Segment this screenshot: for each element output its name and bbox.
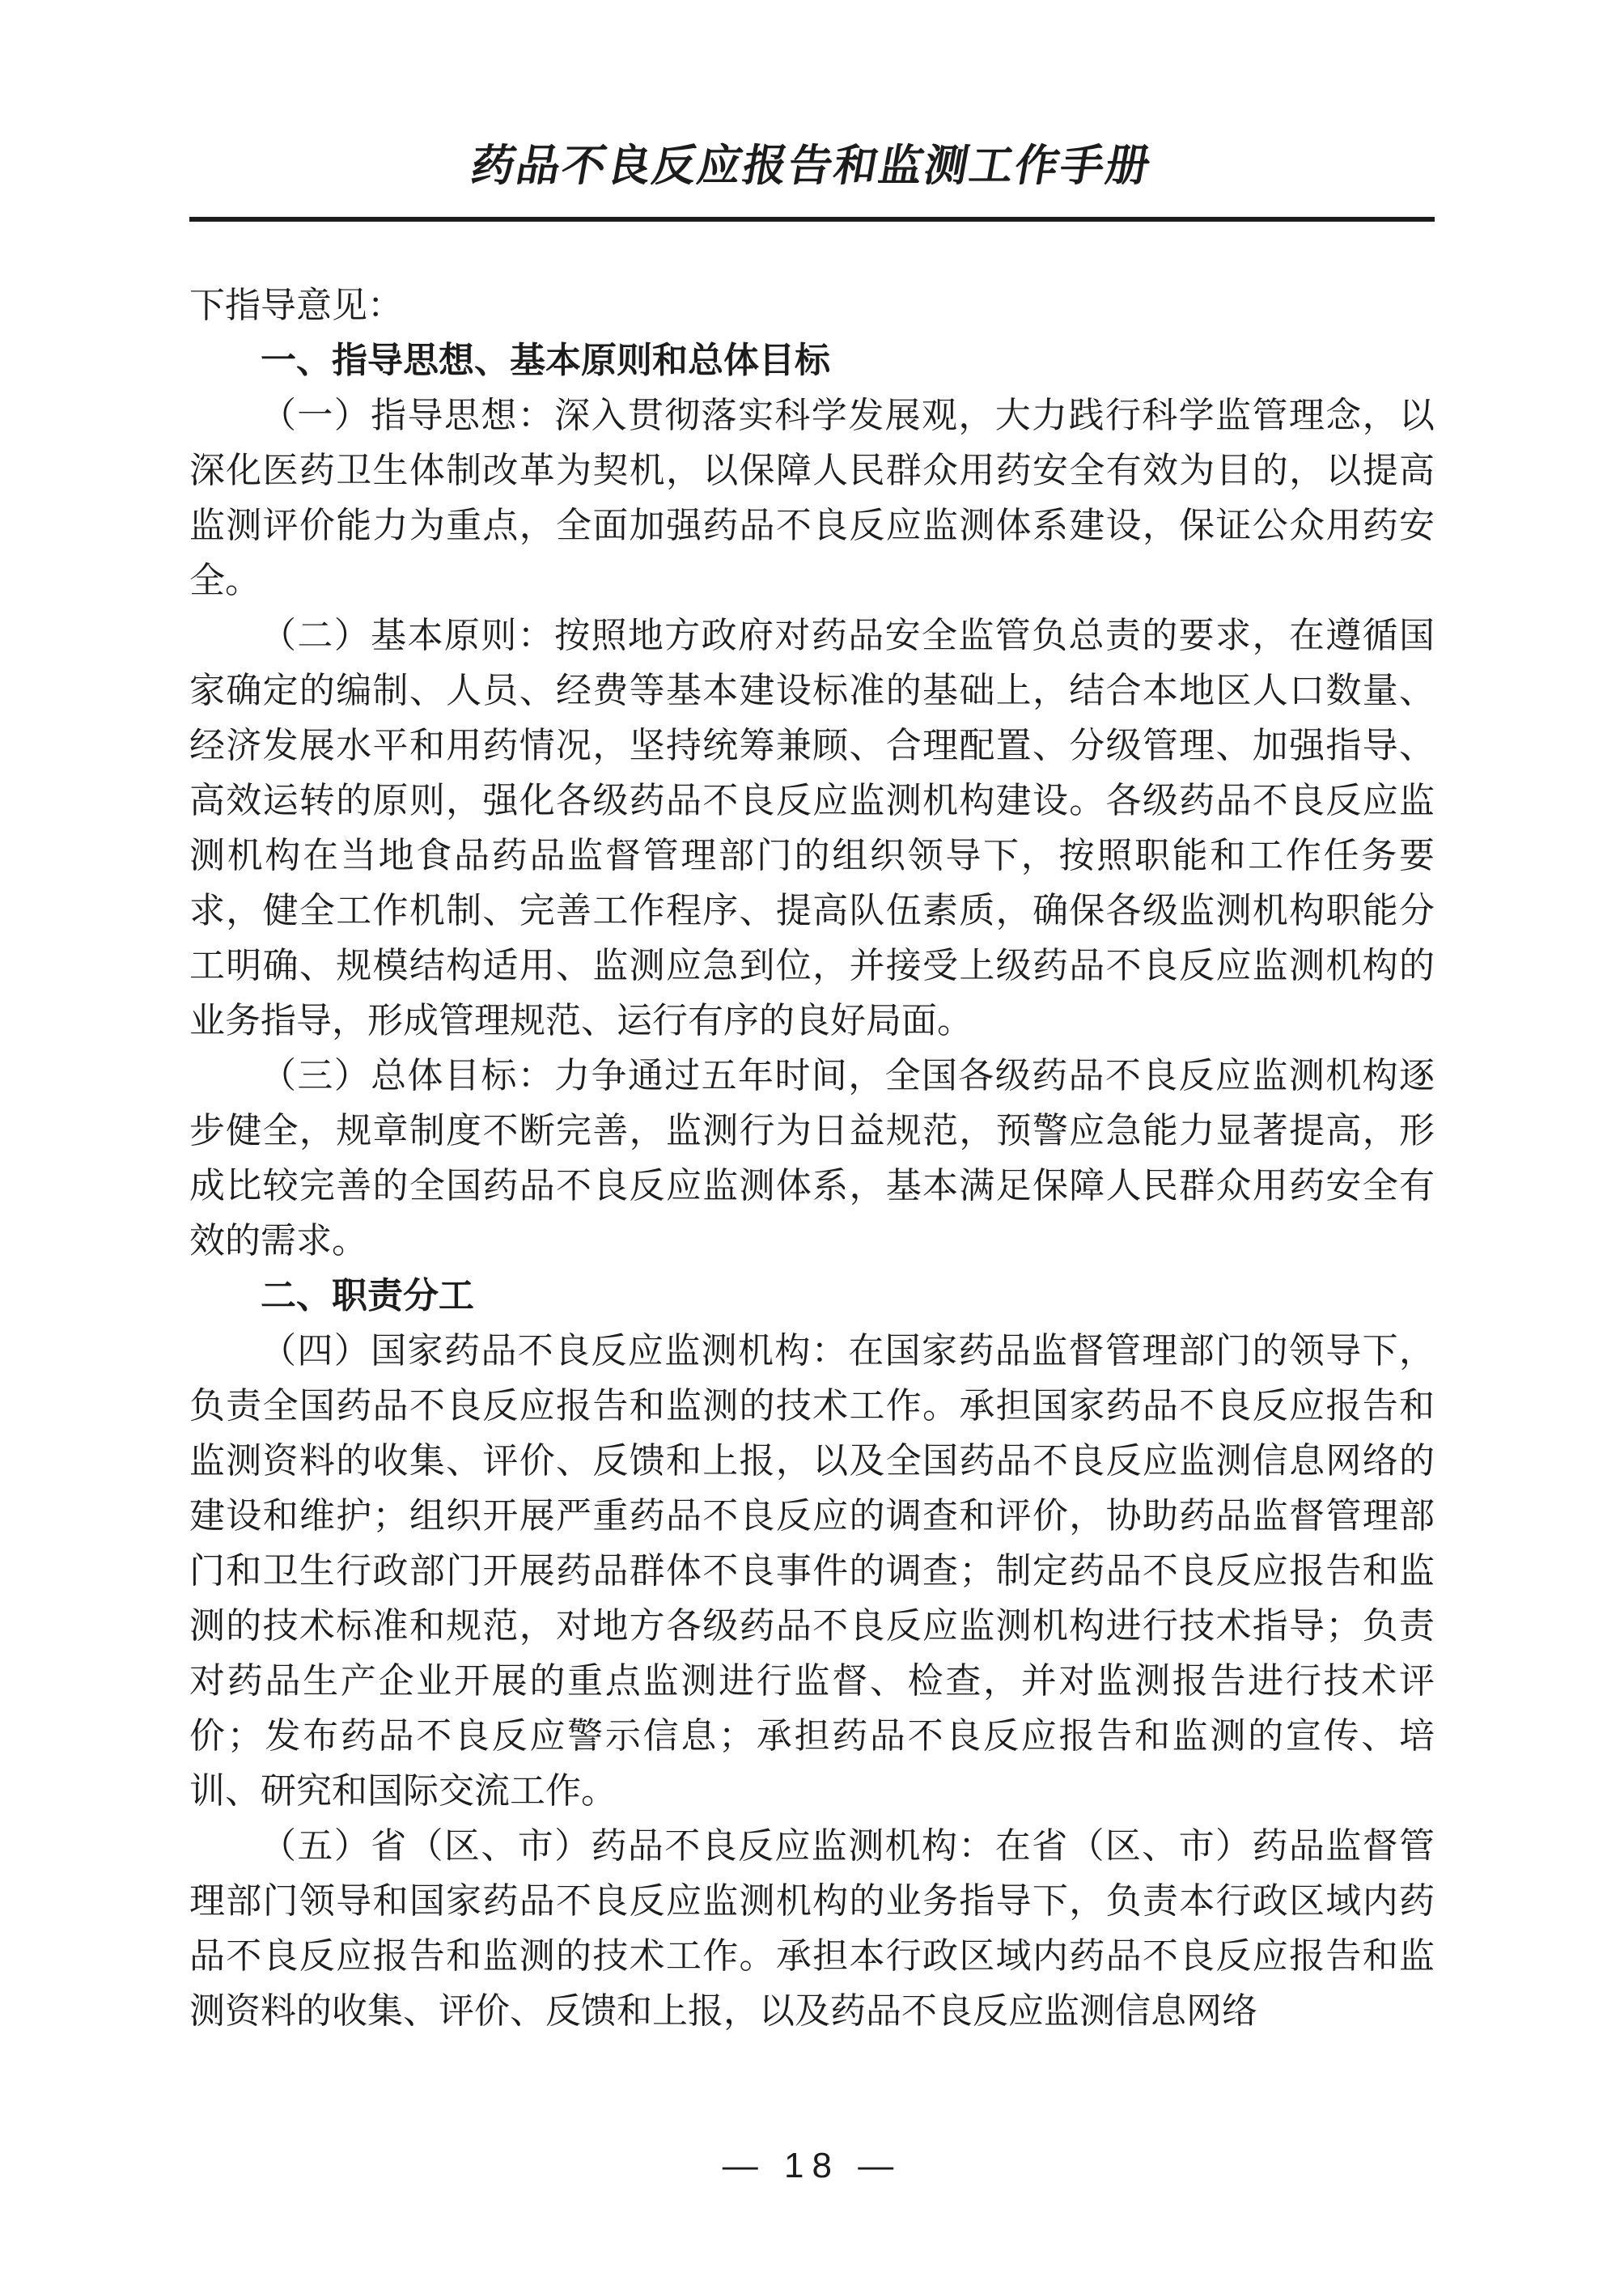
continuation-line: 下指导意见： bbox=[189, 286, 403, 325]
paragraph-overall-goal: （三）总体目标：力争通过五年时间，全国各级药品不良反应监测机构逐步健全，规章制度不断完善，监测行为日益规范，预警应急能力显著提高，形成比较完善的全国药品不良反应监测体系，基本满足保障人民群众用药安全有效的需求。 bbox=[189, 1056, 1435, 1261]
paragraph-basic-principles: （二）基本原则：按照地方政府对药品安全监管负总责的要求，在遵循国家确定的编制、人员、经费等基本建设标准的基础上，结合本地区人口数量、经济发展水平和用药情况，坚持统筹兼顾、合理配置、分级管理、加强指导、高效运转的原则，强化各级药品不良反应监测机构建设。各级药品不良反应监测机构在当地食品药品监督管理部门的组织领导下，按照职能和工作任务要求，健全工作机制、完善工作程序、提高队伍素质，确保各级监测机构职能分工明确、规模结构适用、监测应急到位，并接受上级药品不良反应监测机构的业务指导，形成管理规范、运行有序的良好局面。 bbox=[189, 616, 1435, 1041]
paragraph-guiding-ideology: （一）指导思想：深入贯彻落实科学发展观，大力践行科学监管理念，以深化医药卫生体制改革为契机，以保障人民群众用药安全有效为目的，以提高监测评价能力为重点，全面加强药品不良反应监测体系建设，保证公众用药安全。 bbox=[189, 396, 1435, 600]
running-header-title: 药品不良反应报告和监测工作手册 bbox=[467, 142, 1155, 190]
paragraph-national-monitoring-agency: （四）国家药品不良反应监测机构：在国家药品监督管理部门的领导下，负责全国药品不良反应报告和监测的技术工作。承担国家药品不良反应报告和监测资料的收集、评价、反馈和上报，以及全国药品不良反应监测信息网络的建设和维护；组织开展严重药品不良反应的调查和评价，协助药品监督管理部门和卫生行政部门开展药品群体不良事件的调查；制定药品不良反应报告和监测的技术标准和规范，对地方各级药品不良反应监测机构进行技术指导；负责对药品生产企业开展的重点监测进行监督、检查，并对监测报告进行技术评价；发布药品不良反应警示信息；承担药品不良反应报告和监测的宣传、培训、研究和国际交流工作。 bbox=[189, 1331, 1435, 1811]
paragraph-provincial-monitoring-agency: （五）省（区、市）药品不良反应监测机构：在省（区、市）药品监督管理部门领导和国家药品不良反应监测机构的业务指导下，负责本行政区域内药品不良反应报告和监测的技术工作。承担本行政区域内药品不良反应报告和监测资料的收集、评价、反馈和上报，以及药品不良反应监测信息网络 bbox=[189, 1826, 1435, 2031]
section-heading-1: 一、指导思想、基本原则和总体目标 bbox=[261, 341, 830, 380]
section-heading-2: 二、职责分工 bbox=[261, 1276, 474, 1316]
page-body bbox=[189, 278, 1435, 2039]
page-number: — 18 — bbox=[722, 2146, 902, 2185]
header-divider-rule bbox=[189, 217, 1435, 222]
